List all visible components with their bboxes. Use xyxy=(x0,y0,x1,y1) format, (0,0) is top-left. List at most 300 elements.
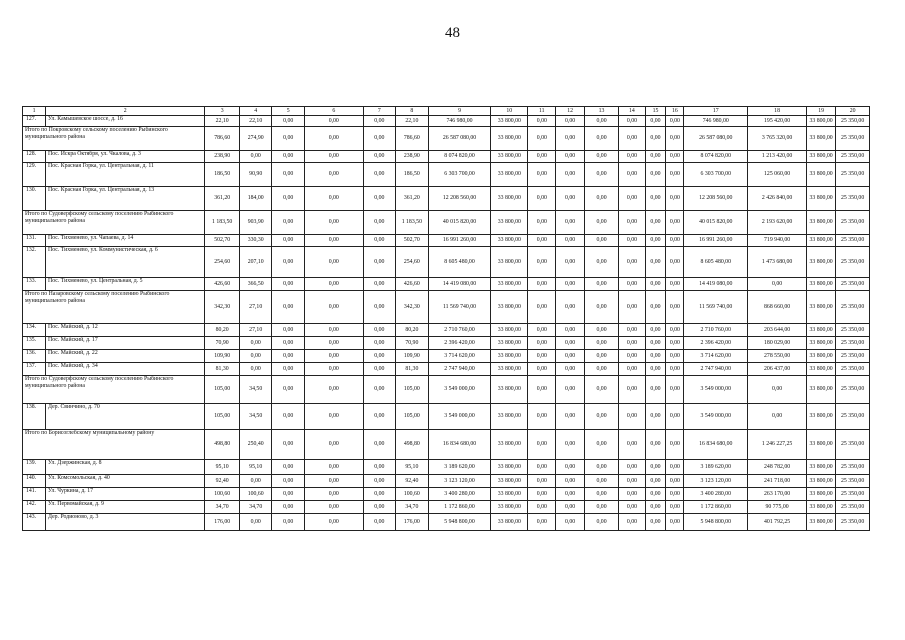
value-cell: 0,00 xyxy=(666,404,684,430)
value-cell: 176,00 xyxy=(205,514,240,531)
value-cell: 0,00 xyxy=(645,501,666,514)
table-body xyxy=(23,107,870,531)
row-number: 138. xyxy=(23,404,46,430)
value-cell: 2 426 840,00 xyxy=(748,187,807,211)
value-cell: 0,00 xyxy=(363,501,395,514)
value-cell: 81,30 xyxy=(205,363,240,376)
value-cell: 176,00 xyxy=(396,514,428,531)
value-cell: 8 074 820,00 xyxy=(684,151,748,163)
value-cell: 0,00 xyxy=(666,430,684,460)
value-cell: 27,10 xyxy=(239,291,271,324)
value-cell: 95,10 xyxy=(239,460,271,475)
value-cell: 241 718,00 xyxy=(748,475,807,488)
value-cell: 2 747 940,00 xyxy=(428,363,491,376)
address-cell: Пос. Тихменево, ул. Коммунистическая, д. 6 xyxy=(46,247,205,278)
value-cell: 0,00 xyxy=(528,235,556,247)
value-cell: 100,60 xyxy=(205,488,240,501)
value-cell: 0,00 xyxy=(645,278,666,291)
value-cell: 0,00 xyxy=(363,488,395,501)
value-cell: 100,60 xyxy=(396,488,428,501)
value-cell: 33 800,00 xyxy=(806,501,835,514)
value-cell: 2 710 760,00 xyxy=(684,324,748,337)
value-cell: 33 800,00 xyxy=(806,488,835,501)
value-cell: 0,00 xyxy=(528,514,556,531)
column-header: 5 xyxy=(272,107,304,116)
value-cell: 1 172 860,00 xyxy=(428,501,491,514)
value-cell: 33 800,00 xyxy=(491,514,528,531)
column-header: 12 xyxy=(556,107,584,116)
value-cell: 92,40 xyxy=(205,475,240,488)
value-cell: 0,00 xyxy=(304,337,363,350)
value-cell: 3 400 280,00 xyxy=(684,488,748,501)
value-cell: 14 419 080,00 xyxy=(428,278,491,291)
value-cell: 25 350,00 xyxy=(836,404,870,430)
value-cell: 3 714 620,00 xyxy=(428,350,491,363)
value-cell: 0,00 xyxy=(363,350,395,363)
value-cell: 0,00 xyxy=(528,278,556,291)
value-cell: 0,00 xyxy=(666,211,684,235)
value-cell: 0,00 xyxy=(304,514,363,531)
value-cell: 33 800,00 xyxy=(806,363,835,376)
value-cell: 0,00 xyxy=(528,324,556,337)
value-cell: 33 800,00 xyxy=(491,404,528,430)
value-cell: 1 473 680,00 xyxy=(748,247,807,278)
value-cell: 0,00 xyxy=(272,430,304,460)
value-cell: 0,00 xyxy=(584,247,619,278)
value-cell: 0,00 xyxy=(528,430,556,460)
value-cell: 0,00 xyxy=(645,116,666,127)
value-cell: 0,00 xyxy=(556,116,584,127)
value-cell: 33 800,00 xyxy=(491,151,528,163)
value-cell: 0,00 xyxy=(304,460,363,475)
value-cell: 8 605 480,00 xyxy=(428,247,491,278)
value-cell: 0,00 xyxy=(619,376,645,404)
value-cell: 0,00 xyxy=(619,211,645,235)
value-cell: 0,00 xyxy=(556,247,584,278)
value-cell: 33 800,00 xyxy=(491,430,528,460)
address-cell: Пос. Тихменево, ул. Чапаева, д. 14 xyxy=(46,235,205,247)
value-cell: 3 714 620,00 xyxy=(684,350,748,363)
column-header: 8 xyxy=(396,107,428,116)
value-cell: 0,00 xyxy=(304,291,363,324)
value-cell: 33 800,00 xyxy=(491,127,528,151)
value-cell: 33 800,00 xyxy=(491,460,528,475)
value-cell: 33 800,00 xyxy=(806,404,835,430)
value-cell: 0,00 xyxy=(304,376,363,404)
table-row xyxy=(23,278,870,291)
value-cell: 0,00 xyxy=(584,324,619,337)
value-cell: 34,70 xyxy=(239,501,271,514)
value-cell: 746 980,00 xyxy=(428,116,491,127)
value-cell: 0,00 xyxy=(556,163,584,187)
value-cell: 33 800,00 xyxy=(806,430,835,460)
value-cell: 0,00 xyxy=(645,488,666,501)
value-cell: 0,00 xyxy=(272,501,304,514)
value-cell: 8 074 820,00 xyxy=(428,151,491,163)
value-cell: 0,00 xyxy=(528,163,556,187)
value-cell: 0,00 xyxy=(272,514,304,531)
column-header: 10 xyxy=(491,107,528,116)
row-number: 130. xyxy=(23,187,46,211)
value-cell: 903,90 xyxy=(239,211,271,235)
value-cell: 0,00 xyxy=(304,363,363,376)
value-cell: 0,00 xyxy=(363,187,395,211)
value-cell: 3 549 000,00 xyxy=(428,376,491,404)
value-cell: 2 396 420,00 xyxy=(428,337,491,350)
value-cell: 180 029,00 xyxy=(748,337,807,350)
value-cell: 109,90 xyxy=(205,350,240,363)
value-cell: 33 800,00 xyxy=(491,363,528,376)
value-cell: 26 587 080,00 xyxy=(428,127,491,151)
value-cell: 0,00 xyxy=(272,291,304,324)
value-cell: 0,00 xyxy=(666,324,684,337)
value-cell: 0,00 xyxy=(272,127,304,151)
value-cell: 0,00 xyxy=(619,363,645,376)
value-cell: 0,00 xyxy=(556,350,584,363)
value-cell: 12 208 560,00 xyxy=(428,187,491,211)
row-number: 142. xyxy=(23,501,46,514)
value-cell: 0,00 xyxy=(666,460,684,475)
value-cell: 95,10 xyxy=(396,460,428,475)
value-cell: 1 183,50 xyxy=(205,211,240,235)
value-cell: 125 060,00 xyxy=(748,163,807,187)
value-cell: 90,90 xyxy=(239,163,271,187)
table-row xyxy=(23,235,870,247)
value-cell: 248 782,00 xyxy=(748,460,807,475)
value-cell: 0,00 xyxy=(304,163,363,187)
address-cell: Пос. Майский, д. 22 xyxy=(46,350,205,363)
value-cell: 0,00 xyxy=(556,404,584,430)
value-cell: 0,00 xyxy=(239,363,271,376)
value-cell: 0,00 xyxy=(666,291,684,324)
value-cell: 0,00 xyxy=(272,187,304,211)
value-cell: 25 350,00 xyxy=(836,211,870,235)
value-cell: 25 350,00 xyxy=(836,187,870,211)
value-cell: 0,00 xyxy=(619,247,645,278)
value-cell: 33 800,00 xyxy=(806,247,835,278)
value-cell: 0,00 xyxy=(666,278,684,291)
value-cell: 33 800,00 xyxy=(491,187,528,211)
value-cell: 0,00 xyxy=(584,363,619,376)
column-header: 13 xyxy=(584,107,619,116)
value-cell: 0,00 xyxy=(304,235,363,247)
value-cell: 0,00 xyxy=(239,151,271,163)
value-cell: 81,30 xyxy=(396,363,428,376)
value-cell: 25 350,00 xyxy=(836,501,870,514)
value-cell: 0,00 xyxy=(645,376,666,404)
address-cell: Ул. Камышевское шоссе, д. 16 xyxy=(46,116,205,127)
table-row xyxy=(23,501,870,514)
value-cell: 0,00 xyxy=(363,324,395,337)
value-cell: 426,60 xyxy=(205,278,240,291)
value-cell: 0,00 xyxy=(645,247,666,278)
value-cell: 1 172 860,00 xyxy=(684,501,748,514)
value-cell: 366,50 xyxy=(239,278,271,291)
value-cell: 16 991 260,00 xyxy=(684,235,748,247)
value-cell: 0,00 xyxy=(304,488,363,501)
value-cell: 0,00 xyxy=(304,187,363,211)
value-cell: 33 800,00 xyxy=(806,151,835,163)
value-cell: 0,00 xyxy=(645,291,666,324)
value-cell: 0,00 xyxy=(619,127,645,151)
value-cell: 25 350,00 xyxy=(836,247,870,278)
value-cell: 0,00 xyxy=(645,211,666,235)
value-cell: 0,00 xyxy=(556,460,584,475)
value-cell: 719 940,00 xyxy=(748,235,807,247)
value-cell: 0,00 xyxy=(645,363,666,376)
value-cell: 0,00 xyxy=(272,337,304,350)
value-cell: 0,00 xyxy=(666,235,684,247)
value-cell: 0,00 xyxy=(619,151,645,163)
value-cell: 0,00 xyxy=(528,151,556,163)
value-cell: 0,00 xyxy=(666,501,684,514)
value-cell: 0,00 xyxy=(556,376,584,404)
column-header: 20 xyxy=(836,107,870,116)
value-cell: 0,00 xyxy=(584,376,619,404)
value-cell: 0,00 xyxy=(272,460,304,475)
address-cell: Дер. Свинчино, д. 70 xyxy=(46,404,205,430)
value-cell: 105,00 xyxy=(205,404,240,430)
value-cell: 25 350,00 xyxy=(836,376,870,404)
column-header: 19 xyxy=(806,107,835,116)
header-row xyxy=(23,107,870,116)
value-cell: 34,70 xyxy=(396,501,428,514)
value-cell: 33 800,00 xyxy=(806,350,835,363)
value-cell: 0,00 xyxy=(363,337,395,350)
value-cell: 0,00 xyxy=(272,363,304,376)
value-cell: 426,60 xyxy=(396,278,428,291)
value-cell: 25 350,00 xyxy=(836,337,870,350)
value-cell: 0,00 xyxy=(645,151,666,163)
value-cell: 0,00 xyxy=(239,350,271,363)
value-cell: 0,00 xyxy=(272,163,304,187)
row-number: 133. xyxy=(23,278,46,291)
row-number: 131. xyxy=(23,235,46,247)
value-cell: 1 246 227,25 xyxy=(748,430,807,460)
value-cell: 0,00 xyxy=(645,350,666,363)
value-cell: 0,00 xyxy=(619,187,645,211)
row-number: 136. xyxy=(23,350,46,363)
value-cell: 0,00 xyxy=(528,187,556,211)
value-cell: 0,00 xyxy=(272,211,304,235)
value-cell: 0,00 xyxy=(556,501,584,514)
value-cell: 0,00 xyxy=(584,163,619,187)
value-cell: 33 800,00 xyxy=(491,501,528,514)
value-cell: 0,00 xyxy=(584,404,619,430)
value-cell: 105,00 xyxy=(205,376,240,404)
value-cell: 0,00 xyxy=(584,127,619,151)
value-cell: 0,00 xyxy=(556,324,584,337)
value-cell: 0,00 xyxy=(304,151,363,163)
value-cell: 8 605 480,00 xyxy=(684,247,748,278)
value-cell: 0,00 xyxy=(619,291,645,324)
table-row xyxy=(23,127,870,151)
column-header: 16 xyxy=(666,107,684,116)
table-row xyxy=(23,187,870,211)
value-cell: 3 549 000,00 xyxy=(684,404,748,430)
value-cell: 0,00 xyxy=(363,163,395,187)
value-cell: 33 800,00 xyxy=(806,460,835,475)
value-cell: 0,00 xyxy=(584,514,619,531)
address-cell: Дер. Родионово, д. 3 xyxy=(46,514,205,531)
value-cell: 401 792,25 xyxy=(748,514,807,531)
row-number: 128. xyxy=(23,151,46,163)
value-cell: 330,30 xyxy=(239,235,271,247)
value-cell: 33 800,00 xyxy=(806,291,835,324)
row-number: 127. xyxy=(23,116,46,127)
value-cell: 95,10 xyxy=(205,460,240,475)
table-row xyxy=(23,163,870,187)
value-cell: 5 948 800,00 xyxy=(428,514,491,531)
value-cell: 195 420,00 xyxy=(748,116,807,127)
value-cell: 6 303 700,00 xyxy=(428,163,491,187)
value-cell: 0,00 xyxy=(619,324,645,337)
value-cell: 0,00 xyxy=(556,514,584,531)
table-row xyxy=(23,363,870,376)
value-cell: 0,00 xyxy=(584,337,619,350)
value-cell: 0,00 xyxy=(584,187,619,211)
value-cell: 0,00 xyxy=(304,278,363,291)
table-row xyxy=(23,116,870,127)
column-header: 11 xyxy=(528,107,556,116)
value-cell: 0,00 xyxy=(556,488,584,501)
row-number: 143. xyxy=(23,514,46,531)
value-cell: 0,00 xyxy=(645,514,666,531)
value-cell: 90 775,00 xyxy=(748,501,807,514)
value-cell: 0,00 xyxy=(666,514,684,531)
value-cell: 0,00 xyxy=(584,278,619,291)
value-cell: 2 747 940,00 xyxy=(684,363,748,376)
value-cell: 33 800,00 xyxy=(806,235,835,247)
value-cell: 0,00 xyxy=(528,337,556,350)
value-cell: 33 800,00 xyxy=(491,247,528,278)
value-cell: 0,00 xyxy=(304,211,363,235)
value-cell: 0,00 xyxy=(584,116,619,127)
value-cell: 278 550,00 xyxy=(748,350,807,363)
value-cell: 11 569 740,00 xyxy=(684,291,748,324)
table-row xyxy=(23,430,870,460)
value-cell: 33 800,00 xyxy=(491,163,528,187)
value-cell: 0,00 xyxy=(528,488,556,501)
value-cell: 25 350,00 xyxy=(836,475,870,488)
row-number: 132. xyxy=(23,247,46,278)
value-cell: 254,60 xyxy=(396,247,428,278)
value-cell: 0,00 xyxy=(272,151,304,163)
value-cell: 40 015 820,00 xyxy=(684,211,748,235)
value-cell: 0,00 xyxy=(272,376,304,404)
value-cell: 92,40 xyxy=(396,475,428,488)
value-cell: 342,30 xyxy=(205,291,240,324)
value-cell: 274,90 xyxy=(239,127,271,151)
value-cell: 0,00 xyxy=(619,116,645,127)
value-cell: 25 350,00 xyxy=(836,430,870,460)
table-row xyxy=(23,475,870,488)
value-cell: 0,00 xyxy=(272,116,304,127)
value-cell: 0,00 xyxy=(556,151,584,163)
value-cell: 0,00 xyxy=(363,235,395,247)
value-cell: 33 800,00 xyxy=(806,278,835,291)
value-cell: 868 660,00 xyxy=(748,291,807,324)
page-number: 48 xyxy=(445,25,460,41)
value-cell: 0,00 xyxy=(645,404,666,430)
value-cell: 22,10 xyxy=(396,116,428,127)
column-header: 7 xyxy=(363,107,395,116)
value-cell: 11 569 740,00 xyxy=(428,291,491,324)
value-cell: 0,00 xyxy=(528,350,556,363)
value-cell: 0,00 xyxy=(666,488,684,501)
value-cell: 0,00 xyxy=(363,291,395,324)
value-cell: 1 213 420,00 xyxy=(748,151,807,163)
value-cell: 0,00 xyxy=(556,475,584,488)
value-cell: 786,60 xyxy=(396,127,428,151)
value-cell: 0,00 xyxy=(363,404,395,430)
value-cell: 2 193 620,00 xyxy=(748,211,807,235)
value-cell: 33 800,00 xyxy=(806,337,835,350)
value-cell: 0,00 xyxy=(619,163,645,187)
value-cell: 0,00 xyxy=(584,501,619,514)
value-cell: 0,00 xyxy=(619,514,645,531)
value-cell: 0,00 xyxy=(239,337,271,350)
value-cell: 33 800,00 xyxy=(491,350,528,363)
value-cell: 25 350,00 xyxy=(836,324,870,337)
subtotal-label: Итого по Борисоглебскому муниципальному району xyxy=(23,430,205,460)
value-cell: 0,00 xyxy=(645,475,666,488)
value-cell: 33 800,00 xyxy=(806,187,835,211)
value-cell: 0,00 xyxy=(645,187,666,211)
value-cell: 0,00 xyxy=(528,404,556,430)
address-cell: Пос. Красная Горка, ул. Центральная, д. 11 xyxy=(46,163,205,187)
table-row xyxy=(23,376,870,404)
value-cell: 109,90 xyxy=(396,350,428,363)
value-cell: 0,00 xyxy=(556,235,584,247)
value-cell: 0,00 xyxy=(666,116,684,127)
value-cell: 0,00 xyxy=(748,376,807,404)
value-cell: 0,00 xyxy=(363,247,395,278)
value-cell: 16 834 680,00 xyxy=(428,430,491,460)
value-cell: 0,00 xyxy=(619,501,645,514)
value-cell: 0,00 xyxy=(272,247,304,278)
address-cell: Ул. Комсомольская, д. 40 xyxy=(46,475,205,488)
table-row xyxy=(23,247,870,278)
value-cell: 0,00 xyxy=(584,291,619,324)
value-cell: 33 800,00 xyxy=(806,211,835,235)
value-cell: 22,10 xyxy=(239,116,271,127)
subtotal-label: Итого по Судоверфскому сельскому поселению Рыбинского муниципального района xyxy=(23,376,205,404)
value-cell: 33 800,00 xyxy=(491,211,528,235)
value-cell: 25 350,00 xyxy=(836,151,870,163)
value-cell: 0,00 xyxy=(304,247,363,278)
value-cell: 0,00 xyxy=(619,488,645,501)
value-cell: 2 396 420,00 xyxy=(684,337,748,350)
value-cell: 3 123 120,00 xyxy=(428,475,491,488)
value-cell: 0,00 xyxy=(363,151,395,163)
value-cell: 27,10 xyxy=(239,324,271,337)
address-cell: Пос. Майский, д. 17 xyxy=(46,337,205,350)
value-cell: 34,50 xyxy=(239,404,271,430)
value-cell: 0,00 xyxy=(666,475,684,488)
value-cell: 0,00 xyxy=(272,278,304,291)
value-cell: 0,00 xyxy=(363,475,395,488)
value-cell: 0,00 xyxy=(304,350,363,363)
table-row xyxy=(23,460,870,475)
value-cell: 0,00 xyxy=(528,211,556,235)
value-cell: 0,00 xyxy=(556,363,584,376)
value-cell: 186,50 xyxy=(396,163,428,187)
value-cell: 26 587 080,00 xyxy=(684,127,748,151)
value-cell: 2 710 760,00 xyxy=(428,324,491,337)
value-cell: 33 800,00 xyxy=(491,376,528,404)
value-cell: 70,90 xyxy=(205,337,240,350)
